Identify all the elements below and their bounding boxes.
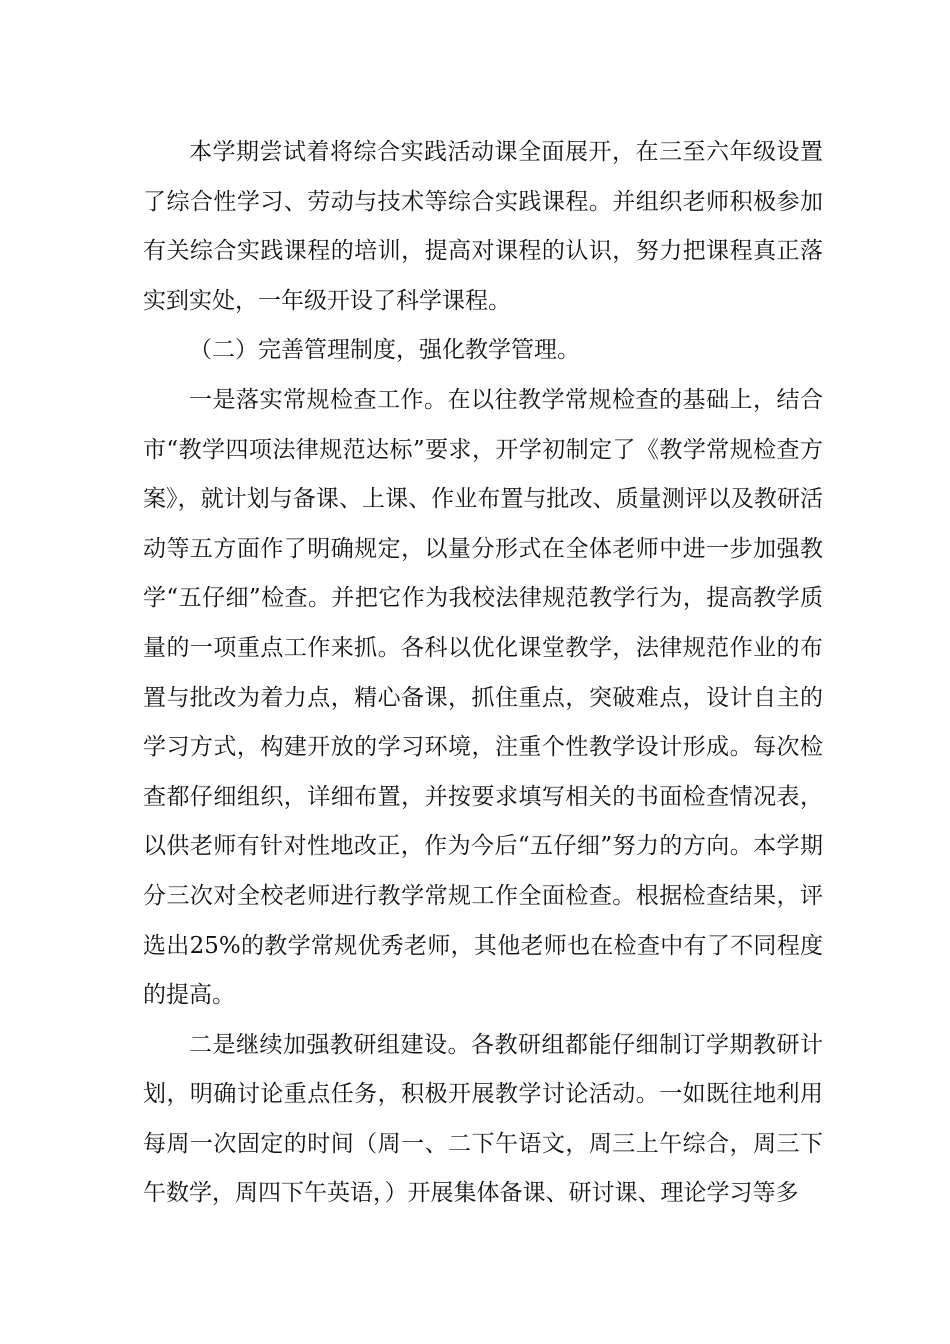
section-heading-management: （二）完善管理制度，强化教学管理。 [189, 337, 580, 364]
paragraph-routine-inspection: 一是落实常规检查工作。在以往教学常规检查的基础上，结合市“教学四项法律规范达标”要求，开学初制定了《教学常规检查方案》，就计划与备课、上课、作业布置与批改、质量测评以及教研活动等五方面作了明确规定，以量分形式在全体老师中进一步加强教学“五仔细”检查。并把它作为我校法律规范教学行为，提高教学质量的一项重点工作来抓。各科以优化课堂教学，法律规范作业的布置与批改为着力点，精心备课，抓住重点，突破难点，设计自主的学习方式，构建开放的学习环境，注重个性教学设计形成。每次检查都仔细组织，详细布置，并按要求填写相关的书面检查情况表，以供老师有针对性地改正，作为今后“五仔细”努力的方向。本学期分三次对全校老师进行教学常规工作全面检查。根据检查结果，评选出25%的教学常规优秀老师，其他老师也在检查中有了不同程度的提高。 [143, 386, 823, 1009]
paragraph-teaching-research-groups: 二是继续加强教研组建设。各教研组都能仔细制订学期教研计划，明确讨论重点任务，积极开展教学讨论活动。一如既往地利用每周一次固定的时间（周一、二下午语文，周三上午综合，周三下午数学，周四下午英语，）开展集体备课、研讨课、理论学习等多 [143, 1031, 823, 1207]
document-body [143, 128, 823, 1219]
paragraph-comprehensive-practice: 本学期尝试着将综合实践活动课全面展开，在三至六年级设置了综合性学习、劳动与技术等综合实践课程。并组织老师积极参加有关综合实践课程的培训，提高对课程的认识，努力把课程真正落实到实处，一年级开设了科学课程。 [143, 139, 823, 314]
